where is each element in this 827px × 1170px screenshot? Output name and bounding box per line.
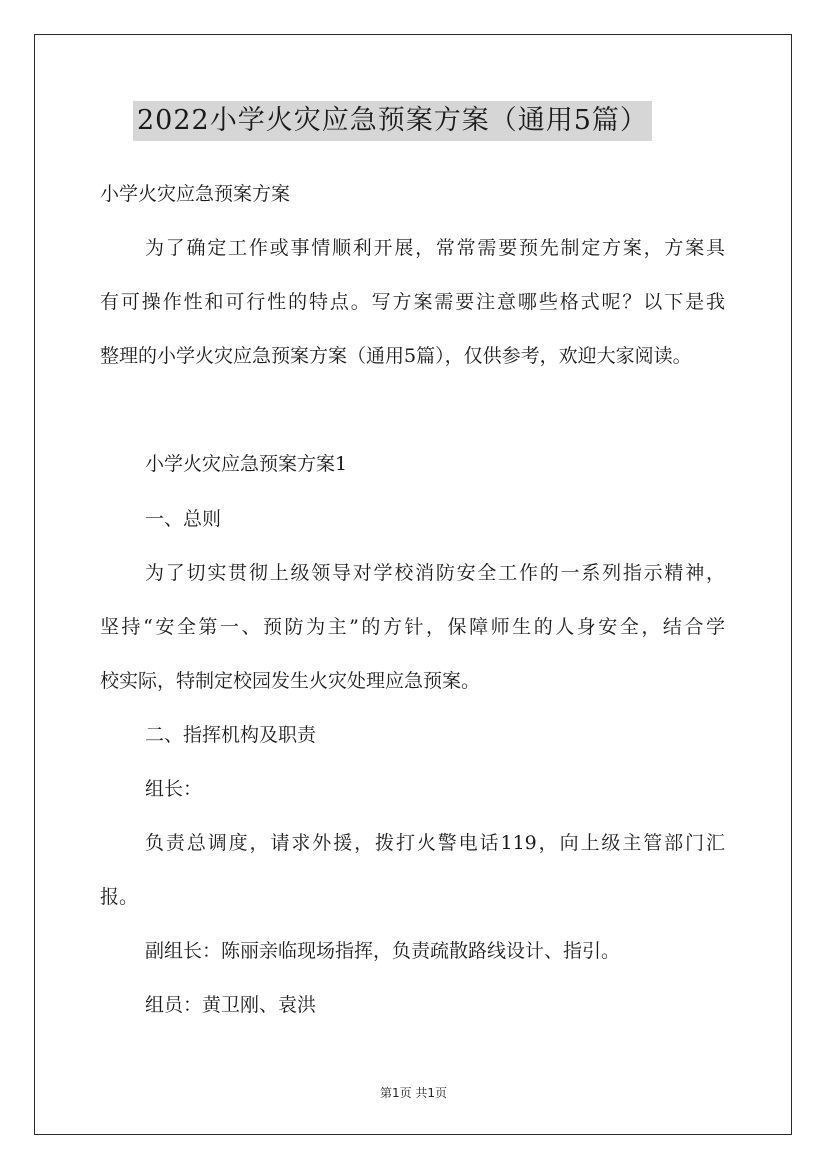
- members-line: 组员：黄卫刚、袁洪: [145, 994, 317, 1016]
- intro-line-3: 整理的小学火灾应急预案方案（通用5篇），仅供参考，欢迎大家阅读。: [100, 345, 692, 367]
- leader-duty-line-2: 报。: [100, 886, 139, 908]
- intro-line-1: 为了确定工作或事情顺利开展，常常需要预先制定方案，方案具: [145, 237, 725, 259]
- heading-command: 二、指挥机构及职责: [145, 724, 317, 746]
- para-1-line-2: 坚持“安全第一、预防为主”的方针，保障师生的人身安全，结合学: [100, 616, 725, 638]
- para-1-line-1: 为了切实贯彻上级领导对学校消防安全工作的一系列指示精神，: [145, 562, 725, 584]
- deputy-line: 副组长：陈丽亲临现场指挥，负责疏散路线设计、指引。: [145, 940, 621, 962]
- document-title: 2022小学火灾应急预案方案（通用5篇）: [133, 101, 652, 141]
- leader-duty-line-1: 负责总调度，请求外援，拨打火警电话119，向上级主管部门汇: [145, 832, 725, 854]
- para-1-line-3: 校实际，特制定校园发生火灾处理应急预案。: [100, 670, 481, 692]
- section-title: 小学火灾应急预案方案1: [145, 453, 348, 475]
- intro-heading: 小学火灾应急预案方案: [100, 183, 291, 205]
- heading-general: 一、总则: [145, 508, 222, 530]
- leader-label: 组长：: [145, 778, 203, 800]
- intro-line-2: 有可操作性和可行性的特点。写方案需要注意哪些格式呢？以下是我: [100, 291, 725, 313]
- page-footer: 第1页 共1页: [379, 1086, 448, 1100]
